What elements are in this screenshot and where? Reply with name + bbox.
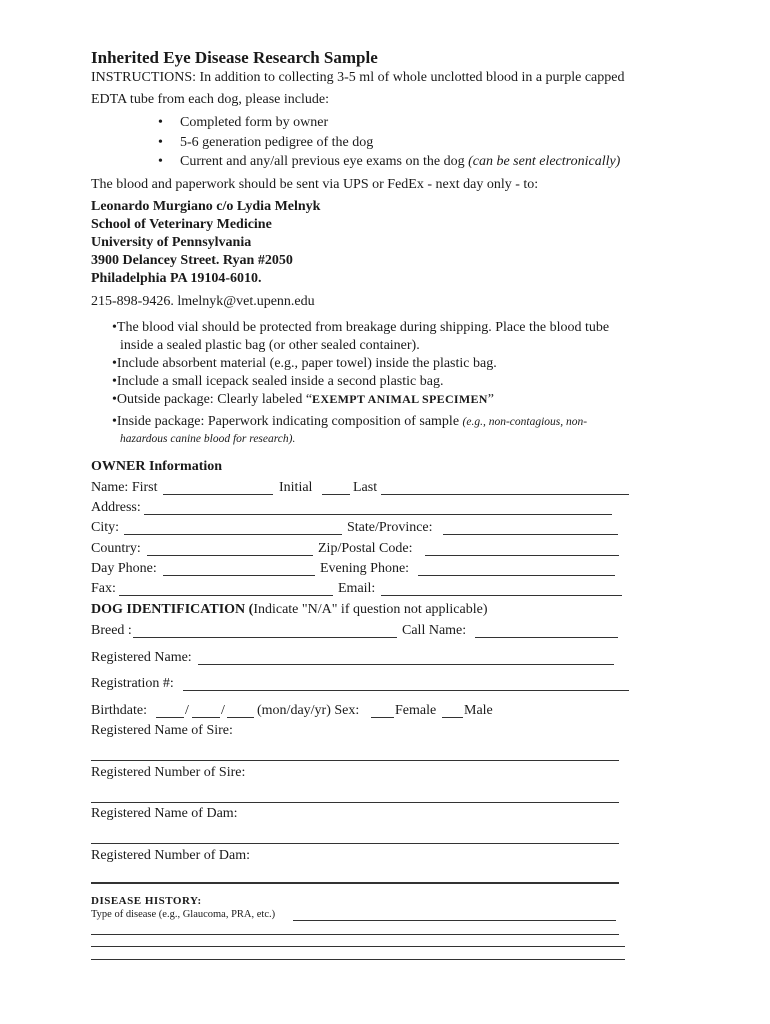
registered-name-field[interactable] [198,664,614,665]
instructions-line-2: EDTA tube from each dog, please include: [91,92,329,107]
include-list [158,113,620,172]
list-item-text: Completed form by owner [180,115,329,130]
birth-day-field[interactable] [192,717,220,718]
address-label: Address: [91,500,141,515]
zip-label: Zip/Postal Code: [318,541,413,556]
packing-item: •Include absorbent material (e.g., paper towel) inside the plastic bag. [112,356,497,371]
dog-heading-title: DOG IDENTIFICATION ( [91,602,254,617]
packing-text: •Inside package: Paperwork indicating composition of sample [112,414,463,429]
email-label: Email: [338,581,376,596]
address-field[interactable] [144,514,612,515]
day-phone-field[interactable] [163,575,315,576]
birthdate-label: Birthdate: [91,703,147,718]
registration-number-label: Registration #: [91,676,174,691]
packing-item-cont: inside a sealed plastic bag (or other sealed container). [120,338,420,353]
call-name-field[interactable] [475,637,618,638]
instructions-line-1: INSTRUCTIONS: In addition to collecting 3-5 ml of whole unclotted blood in a purple capped [91,70,625,85]
address-line: Philadelphia PA 19104-6010. [91,271,262,286]
registered-name-label: Registered Name: [91,650,192,665]
contact-line: 215-898-9426. lmelnyk@vet.upenn.edu [91,294,315,309]
name-initial-field[interactable] [322,494,350,495]
address-line: Leonardo Murgiano c/o Lydia Melnyk [91,199,321,214]
male-label: Male [464,703,493,718]
state-field[interactable] [443,534,618,535]
address-line: University of Pennsylvania [91,235,252,250]
dam-number-label: Registered Number of Dam: [91,848,251,863]
dam-name-label: Registered Name of Dam: [91,806,238,821]
packing-item [112,414,587,430]
packing-item: •The blood vial should be protected from breakage during shipping. Place the blood tube [112,320,610,335]
dam-name-field[interactable] [91,843,619,844]
list-item [158,133,620,153]
name-first-field[interactable] [163,494,273,495]
birth-year-field[interactable] [227,717,254,718]
list-item [158,152,620,172]
country-field[interactable] [147,555,313,556]
sex-male-field[interactable] [442,717,463,718]
packing-item [112,392,494,408]
date-slash: / [221,703,225,718]
birthdate-format-label: (mon/day/yr) Sex: [257,703,360,718]
evening-phone-label: Evening Phone: [320,561,410,576]
state-label: State/Province: [347,520,433,535]
name-first-label: Name: First [91,480,158,495]
disease-heading: DISEASE HISTORY: [91,895,202,907]
breed-field[interactable] [133,637,397,638]
registration-number-field[interactable] [183,690,629,691]
list-item-text: Current and any/all previous eye exams on the dog [180,154,469,169]
disease-history-line[interactable] [91,934,619,935]
date-slash: / [185,703,189,718]
disease-type-label: Type of disease (e.g., Glaucoma, PRA, etc.) [91,909,276,920]
disease-type-field[interactable] [293,920,616,921]
shipping-line: The blood and paperwork should be sent via UPS or FedEx - next day only - to: [91,177,539,192]
name-last-label: Last [353,480,378,495]
name-initial-label: Initial [279,480,313,495]
country-label: Country: [91,541,141,556]
dog-heading-note: Indicate "N/A" if question not applicable) [253,602,488,617]
quote-mark: ” [487,392,494,407]
owner-heading: OWNER Information [91,459,223,474]
day-phone-label: Day Phone: [91,561,157,576]
email-field[interactable] [381,595,622,596]
fax-label: Fax: [91,581,116,596]
list-item-text: 5-6 generation pedigree of the dog [180,134,374,150]
address-line: 3900 Delancey Street. Ryan #2050 [91,253,293,268]
city-label: City: [91,520,120,535]
sex-female-field[interactable] [371,717,394,718]
sire-number-label: Registered Number of Sire: [91,765,246,780]
address-line: School of Veterinary Medicine [91,217,272,232]
sire-name-label: Registered Name of Sire: [91,723,233,738]
fax-field[interactable] [119,595,333,596]
packing-text: •Outside package: Clearly labeled [112,392,306,407]
packing-note-cont: hazardous canine blood for research). [120,433,296,445]
exempt-label: EXEMPT ANIMAL SPECIMEN [312,392,488,406]
birth-month-field[interactable] [156,717,184,718]
list-item-note: (can be sent electronically) [468,154,621,169]
breed-label: Breed : [91,623,132,638]
sire-name-field[interactable] [91,760,619,761]
packing-note: (e.g., non-contagious, non- [462,416,588,428]
list-item [158,113,620,133]
dam-number-field[interactable] [91,882,619,884]
dog-heading [91,602,488,618]
name-last-field[interactable] [381,494,629,495]
page-title: Inherited Eye Disease Research Sample [91,48,378,67]
packing-item: •Include a small icepack sealed inside a second plastic bag. [112,374,444,389]
evening-phone-field[interactable] [418,575,615,576]
disease-history-line[interactable] [91,946,625,947]
sire-number-field[interactable] [91,802,619,803]
call-name-label: Call Name: [402,623,467,638]
city-field[interactable] [124,534,342,535]
female-label: Female [395,703,437,718]
disease-history-line[interactable] [91,959,625,960]
quote-mark: “ [305,392,313,407]
zip-field[interactable] [425,555,619,556]
